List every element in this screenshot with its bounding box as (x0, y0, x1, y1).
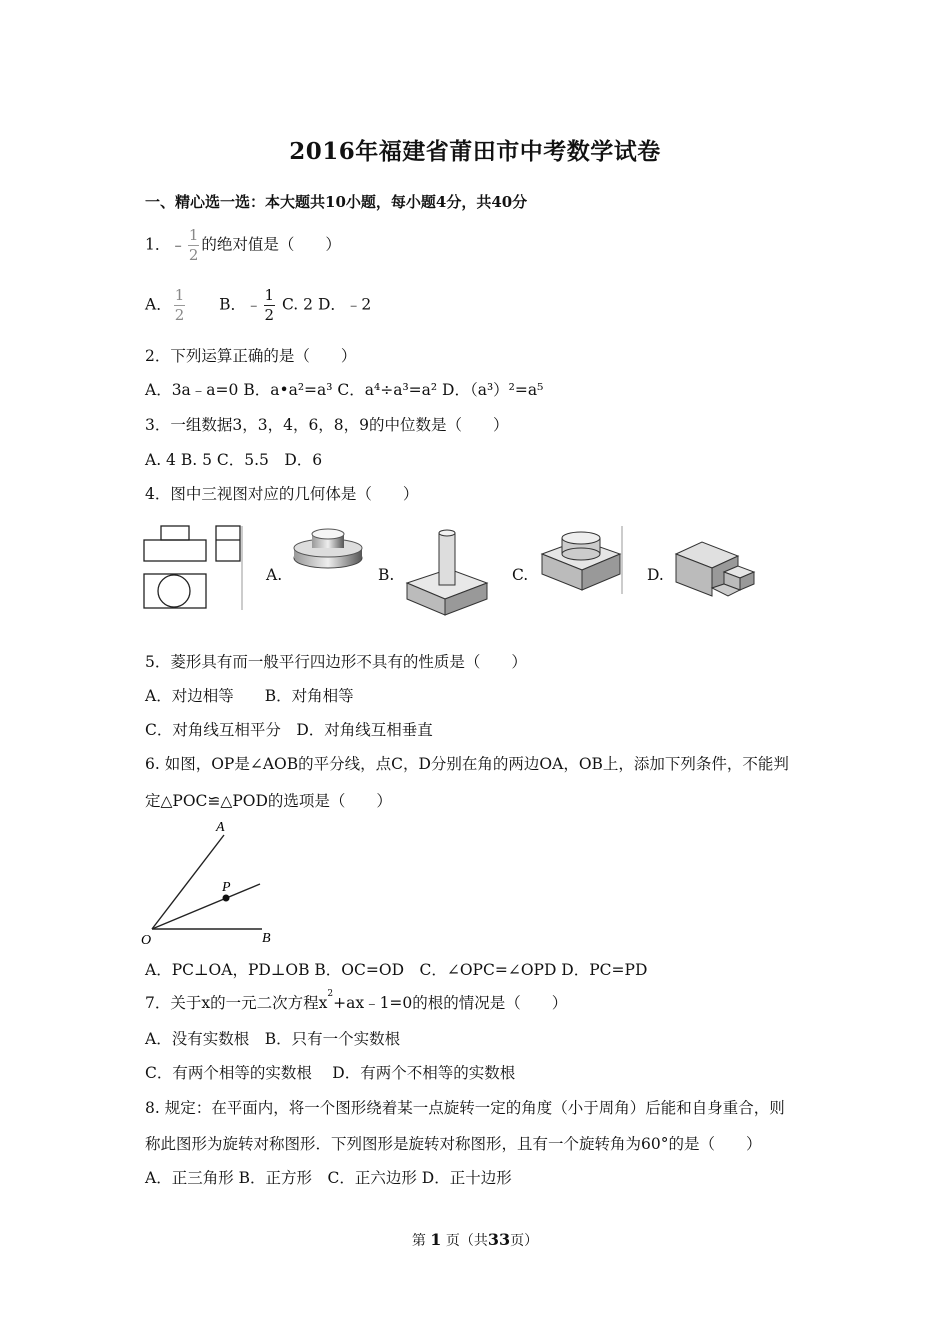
q8-stem-line2: 称此图形为旋转对称图形．下列图形是旋转对称图形，且有一个旋转角为60°的是（ ） (145, 1135, 762, 1153)
q8-options: A．正三角形 B．正方形 C．正六边形 D．正十边形 (145, 1169, 512, 1187)
q1-frac-num: 1 (188, 226, 199, 244)
q7-stem-pre: 7．关于x的一元二次方程x (145, 994, 328, 1012)
q1-optB-den: 2 (264, 306, 275, 324)
q1-optCD: C. 2 D．﹣2 (282, 295, 372, 314)
label-P: P (222, 880, 231, 895)
q4-label-B: B. (378, 566, 395, 584)
footer-pre: 第 (411, 1233, 426, 1249)
q1-optB-num: 1 (264, 286, 275, 304)
q3-options: A. 4 B. 5 C．5.5 D．6 (145, 451, 323, 469)
q1-optA-den: 2 (174, 306, 185, 324)
three-view-figure (140, 522, 244, 612)
q5-optCD: C．对角线互相平分 D．对角线互相垂直 (145, 721, 433, 739)
q1-optB-fraction (264, 288, 276, 323)
q7-stem-post: +ax﹣1=0的根的情况是（ ） (333, 994, 568, 1012)
footer-total-pages: 33 (487, 1230, 511, 1249)
q7-optAB: A．没有实数根 B．只有一个实数根 (145, 1030, 401, 1048)
q4-solid-B (405, 525, 489, 617)
q7-stem-sup: 2 (327, 989, 334, 999)
q5-stem: 5．菱形具有而一般平行四边形不具有的性质是（ ） (145, 653, 527, 671)
q4-label-A: A. (266, 566, 283, 584)
section-heading: 一、精心选一选：本大题共10小题，每小题4分，共40分 (145, 193, 528, 211)
q2-options: A．3a﹣a=0 B．a•a²=a³ C．a⁴÷a³=a² D．（a³）²=a⁵ (145, 381, 544, 399)
q1-optB-label: B．﹣ (219, 295, 262, 314)
q1-suffix: 的绝对值是（ ） (201, 235, 341, 254)
q7-stem (145, 991, 567, 1013)
footer-page-number: 1 (430, 1230, 442, 1249)
q6-options: A．PC⊥OA，PD⊥OB B．OC=OD C．∠OPC=∠OPD D．PC=PD (145, 961, 648, 979)
q4-solid-C (540, 524, 624, 596)
label-O: O (141, 933, 152, 948)
q6-stem-line1: 6. 如图，OP是∠AOB的平分线，点C，D分别在角的两边OA，OB上，添加下列条件，不能判 (145, 755, 789, 773)
q4-label-C: C. (512, 566, 529, 584)
footer-post: 页） (510, 1233, 539, 1249)
q1-optA-fraction (174, 288, 186, 323)
label-A: A (216, 820, 225, 835)
q2-stem: 2．下列运算正确的是（ ） (145, 347, 357, 365)
q1-frac-den: 2 (188, 246, 199, 264)
q8-stem-line1: 8. 规定：在平面内，将一个图形绕着某一点旋转一定的角度（小于周角）后能和自身重合，则 (145, 1099, 785, 1117)
q3-stem: 3．一组数据3，3，4，6，8，9的中位数是（ ） (145, 416, 509, 434)
q4-solid-D (672, 526, 758, 600)
q1-prefix: 1．﹣ (145, 235, 186, 254)
question-1 (145, 228, 341, 263)
q1-optA-num: 1 (174, 286, 185, 304)
q1-optA-label: A． (145, 295, 172, 314)
q7-optCD: C．有两个相等的实数根 D．有两个不相等的实数根 (145, 1064, 516, 1082)
q4-solid-A (292, 528, 364, 572)
q1-fraction (188, 228, 200, 263)
angle-bisector-figure (138, 815, 288, 949)
q4-label-D: D. (647, 566, 664, 584)
q1-options (145, 288, 371, 323)
q5-optAB: A．对边相等 B．对角相等 (145, 687, 354, 705)
footer-mid: 页（共 (445, 1233, 488, 1249)
label-B: B (262, 931, 271, 946)
exam-title: 2016年福建省莆田市中考数学试卷 (289, 138, 661, 165)
q4-stem: 4．图中三视图对应的几何体是（ ） (145, 485, 419, 503)
q6-stem-line2: 定△POC≌△POD的选项是（ ） (145, 792, 392, 810)
page-footer (0, 1230, 950, 1250)
